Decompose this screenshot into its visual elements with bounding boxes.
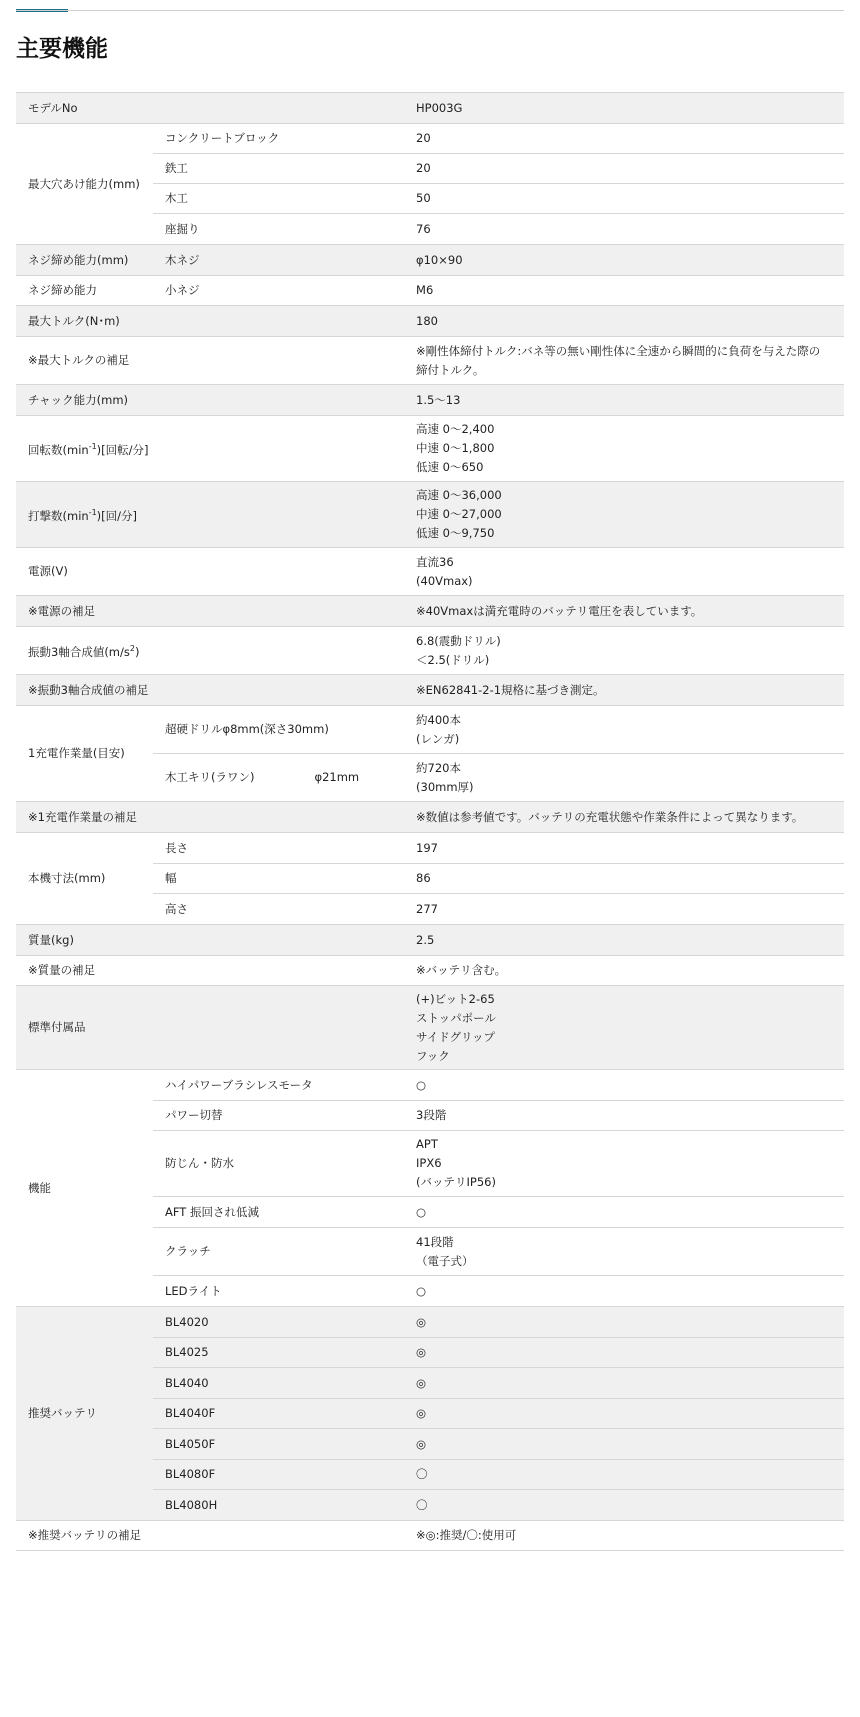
value-line: 6.8(震動ドリル) [416, 633, 501, 648]
row-value: 20 [404, 124, 844, 154]
label-superscript: 2 [129, 644, 135, 654]
row-value: HP003G [404, 93, 844, 124]
value-line: 41段階 [416, 1234, 454, 1249]
row-value: 76 [404, 214, 844, 245]
table-row [16, 548, 844, 596]
row-sublabel: クラッチ [153, 1228, 404, 1276]
row-sublabel: 超硬ドリルφ8mm(深さ30mm) [153, 706, 404, 754]
row-label: モデルNo [16, 93, 404, 124]
row-sublabel: ハイパワーブラシレスモータ [153, 1070, 404, 1101]
row-value: ○ [404, 1197, 844, 1228]
row-sublabel: 防じん・防水 [153, 1131, 404, 1197]
row-value: 2.5 [404, 925, 844, 956]
row-sublabel: BL4020 [153, 1307, 404, 1338]
row-label: 最大穴あけ能力(mm) [16, 124, 153, 245]
row-value: ○ [404, 1276, 844, 1307]
row-value: ◎ [404, 1399, 844, 1429]
row-value [404, 754, 844, 802]
row-value: 20 [404, 154, 844, 184]
label-text: )[回転/分] [96, 442, 149, 457]
row-label: ※振動3軸合成値の補足 [16, 675, 404, 706]
page-title: 主要機能 [16, 36, 108, 62]
row-label: ※最大トルクの補足 [16, 337, 404, 385]
value-line: APT [416, 1137, 438, 1151]
table-row [16, 1521, 844, 1551]
row-value: ※数値は参考値です。バッテリの充電状態や作業条件によって異なります。 [404, 802, 844, 833]
table-row [16, 986, 844, 1070]
value-line: (40Vmax) [416, 573, 473, 588]
header-divider [16, 10, 844, 11]
row-label [16, 416, 404, 482]
value-line: (レンガ) [416, 731, 460, 746]
row-value: ◎ [404, 1368, 844, 1399]
row-value: ※バッテリ含む。 [404, 956, 844, 986]
label-text: ) [134, 644, 140, 659]
value-line: 低速 0～9,750 [416, 526, 495, 540]
table-row [16, 245, 844, 276]
table-row [16, 675, 844, 706]
row-label: 本機寸法(mm) [16, 833, 153, 925]
row-value: 〇 [404, 1460, 844, 1490]
label-superscript: -1 [88, 508, 97, 518]
row-sublabel: パワー切替 [153, 1101, 404, 1131]
table-row [16, 276, 844, 306]
row-label: ※電源の補足 [16, 596, 404, 627]
row-value: ◎ [404, 1307, 844, 1338]
row-label: 電源(V) [16, 548, 404, 596]
row-value [404, 986, 844, 1070]
table-row [16, 93, 844, 124]
row-value [404, 548, 844, 596]
sublabel-size: φ21mm [314, 770, 360, 784]
row-value: 1.5～13 [404, 385, 844, 416]
row-value [404, 416, 844, 482]
row-value [404, 1228, 844, 1276]
row-value: ◎ [404, 1338, 844, 1368]
value-line: 低速 0～650 [416, 460, 484, 474]
row-label [16, 627, 404, 675]
value-line: ＜2.5(ドリル) [416, 652, 490, 667]
row-sublabel: BL4040 [153, 1368, 404, 1399]
row-value: ○ [404, 1070, 844, 1101]
row-label: ※質量の補足 [16, 956, 404, 986]
row-sublabel [153, 754, 404, 802]
value-line: 約720本 [416, 760, 461, 775]
row-label: 標準付属品 [16, 986, 404, 1070]
row-sublabel: BL4080F [153, 1460, 404, 1490]
row-label: 機能 [16, 1070, 153, 1307]
row-value: ※40Vmaxは満充電時のバッテリ電圧を表しています。 [404, 596, 844, 627]
row-value [404, 706, 844, 754]
value-line: ストッパポール [416, 1010, 496, 1025]
value-line: 直流36 [416, 554, 454, 569]
row-sublabel: 長さ [153, 833, 404, 864]
table-row [16, 385, 844, 416]
table-row [16, 1070, 844, 1101]
value-line: ※剛性体締付トルク:バネ等の無い剛性体に全速から瞬間的に負荷を与えた際の [416, 343, 821, 358]
row-sublabel: 座掘り [153, 214, 404, 245]
row-value: φ10×90 [404, 245, 844, 276]
table-row [16, 1307, 844, 1338]
value-line: 中速 0～27,000 [416, 507, 502, 521]
value-line: （電子式） [416, 1253, 474, 1268]
table-row [16, 482, 844, 548]
row-value: 180 [404, 306, 844, 337]
row-label: ※推奨バッテリの補足 [16, 1521, 404, 1551]
value-line: (バッテリIP56) [416, 1175, 496, 1189]
row-label: ※1充電作業量の補足 [16, 802, 404, 833]
row-sublabel: AFT 振回され低減 [153, 1197, 404, 1228]
spec-table [16, 92, 844, 1551]
label-superscript: -1 [88, 442, 97, 452]
table-row [16, 627, 844, 675]
row-value: ※EN62841-2-1規格に基づき測定。 [404, 675, 844, 706]
row-sublabel: 幅 [153, 864, 404, 894]
label-text: 振動3軸合成値(m/s [28, 644, 130, 659]
label-text: 回転数(min [28, 442, 89, 457]
row-value: M6 [404, 276, 844, 306]
value-line: 約400本 [416, 712, 461, 727]
row-label [16, 482, 404, 548]
row-value [404, 482, 844, 548]
row-value: ◎ [404, 1429, 844, 1460]
row-value: ※◎:推奨/〇:使用可 [404, 1521, 844, 1551]
label-text: 打撃数(min [28, 508, 89, 523]
row-label: 推奨バッテリ [16, 1307, 153, 1521]
row-sublabel: BL4040F [153, 1399, 404, 1429]
row-sublabel: コンクリートブロック [153, 124, 404, 154]
row-sublabel: BL4050F [153, 1429, 404, 1460]
row-label: チャック能力(mm) [16, 385, 404, 416]
row-sublabel: BL4025 [153, 1338, 404, 1368]
value-line: (+)ビット2-65 [416, 991, 495, 1006]
row-label: ネジ締め能力(mm) [16, 245, 153, 276]
row-sublabel: 木工 [153, 184, 404, 214]
row-value [404, 1131, 844, 1197]
sublabel-text: 木工キリ(ラワン) [165, 770, 255, 784]
value-line: 締付トルク。 [416, 362, 485, 377]
row-label: 質量(kg) [16, 925, 404, 956]
value-line: (30mm厚) [416, 779, 474, 794]
row-value: 50 [404, 184, 844, 214]
row-label: 1充電作業量(目安) [16, 706, 153, 802]
label-text: )[回/分] [96, 508, 138, 523]
row-value: 197 [404, 833, 844, 864]
value-line: 中速 0～1,800 [416, 441, 495, 455]
row-sublabel: BL4080H [153, 1490, 404, 1521]
table-row [16, 706, 844, 754]
row-value: 277 [404, 894, 844, 925]
table-row [16, 306, 844, 337]
table-row [16, 925, 844, 956]
row-value [404, 627, 844, 675]
table-row [16, 833, 844, 864]
table-row [16, 596, 844, 627]
row-value: 3段階 [404, 1101, 844, 1131]
row-value [404, 337, 844, 385]
row-value: 86 [404, 864, 844, 894]
table-row [16, 956, 844, 986]
value-line: IPX6 [416, 1156, 442, 1170]
row-sublabel: 小ネジ [153, 276, 404, 306]
table-row [16, 802, 844, 833]
value-line: サイドグリップ [416, 1029, 496, 1044]
table-row [16, 124, 844, 154]
value-line: 高速 0～36,000 [416, 488, 502, 502]
row-sublabel: 木ネジ [153, 245, 404, 276]
row-sublabel: LEDライト [153, 1276, 404, 1307]
row-sublabel: 鉄工 [153, 154, 404, 184]
table-row [16, 416, 844, 482]
table-row [16, 337, 844, 385]
row-sublabel: 高さ [153, 894, 404, 925]
row-label: 最大トルク(N･m) [16, 306, 404, 337]
row-value: 〇 [404, 1490, 844, 1521]
row-label: ネジ締め能力 [16, 276, 153, 306]
value-line: 高速 0～2,400 [416, 422, 495, 436]
value-line: フック [416, 1048, 450, 1063]
